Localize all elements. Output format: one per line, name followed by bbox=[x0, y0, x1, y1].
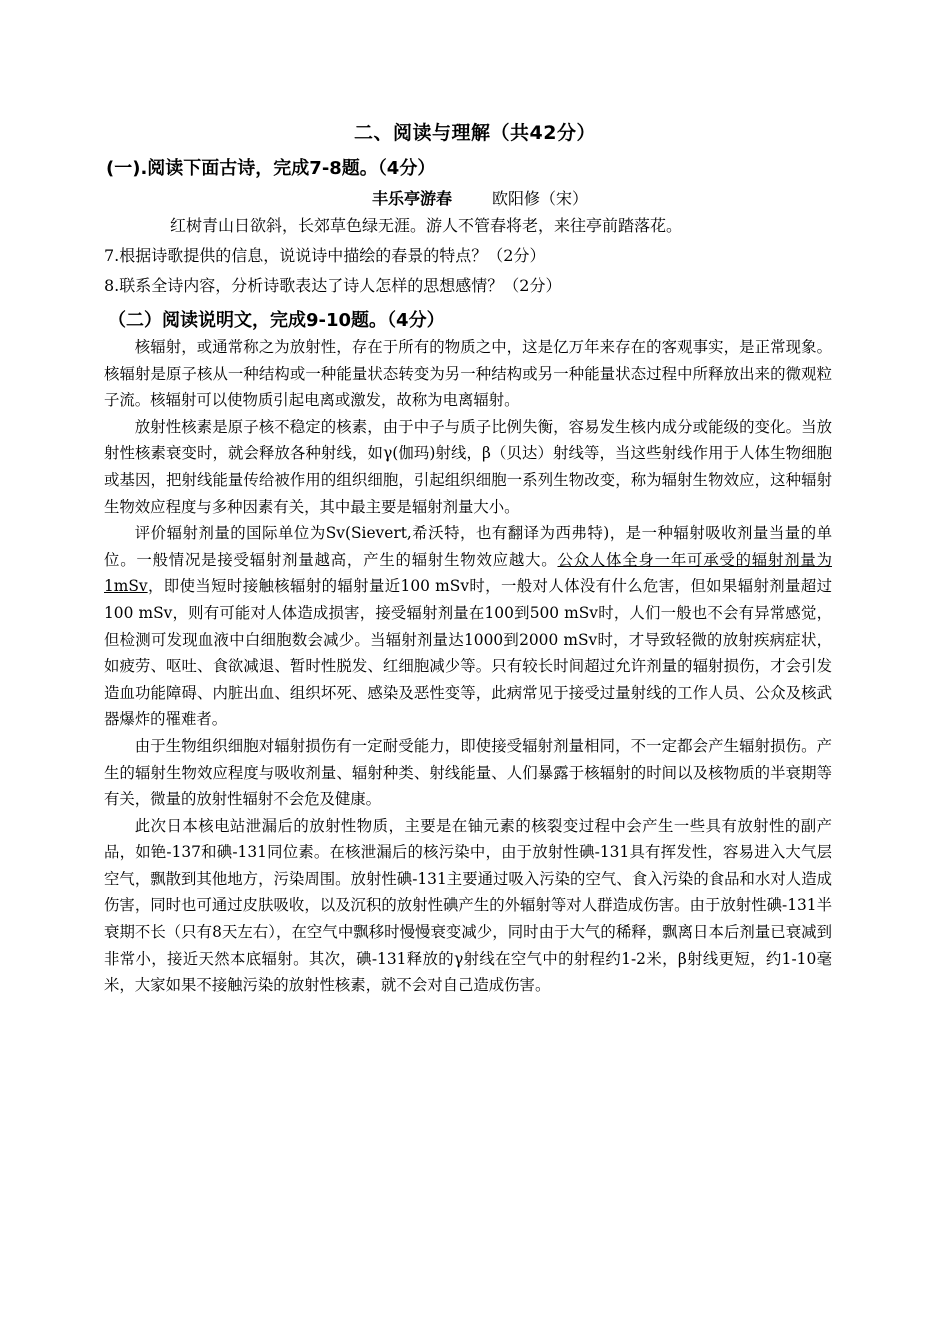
question-7: 7.根据诗歌提供的信息，说说诗中描绘的春景的特点？（2分） bbox=[104, 246, 546, 265]
paragraph-3 bbox=[104, 520, 832, 733]
question-8: 8.联系全诗内容，分析诗歌表达了诗人怎样的思想感情？（2分） bbox=[104, 276, 562, 295]
paragraph-5: 此次日本核电站泄漏后的放射性物质，主要是在铀元素的核裂变过程中会产生一些具有放射性的副产品，如铯-137和碘-131同位素。在核泄漏后的核污染中，由于放射性碘-131具有挥发性，容易进入大气层空气，飘散到其他地方，污染周围。放射性碘-131主要通过吸入污染的空气、食入污染的食品和水对人造成伤害，同时也可通过皮肤吸收，以及沉积的放射性碘产生的外辐射等对人群造成伤害。由于放射性碘-131半衰期不长（只有8天左右），在空气中飘移时慢慢衰变减少，同时由于大气的稀释，飘离日本后剂量已衰减到非常小，接近天然本底辐射。其次，碘-131释放的γ射线在空气中的射程约1-2米，β射线更短，约1-10毫米，大家如果不接触污染的放射性核素，就不会对自己造成伤害。 bbox=[104, 816, 832, 995]
poem-header bbox=[372, 186, 588, 209]
paragraph-3-start: 评价辐射剂量的国际单位为Sv(Sievert,希沃特，也有翻译为西弗特)，是一种辐射吸收剂量当量的单位。一般情况是接受辐射剂量越高，产生的辐射生物效应越大。 bbox=[104, 524, 832, 569]
underlined-sentence: 公众人体全身一年可承受的辐射剂量为1mSv bbox=[104, 550, 832, 596]
section-title: 二、阅读与理解（共42分） bbox=[354, 122, 596, 144]
article-body bbox=[104, 334, 832, 999]
paragraph-2: 放射性核素是原子核不稳定的核素，由于中子与质子比例失衡，容易发生核内成分或能级的变化。当放射性核素衰变时，就会释放各种射线，如γ(伽玛)射线，β（贝达）射线等，当这些射线作用于人体生物细胞或基因，把射线能量传给被作用的组织细胞，引起组织细胞一系列生物改变，称为辐射生物效应，这种辐射生物效应程度与多种因素有关，其中最主要是辐射剂量大小。 bbox=[104, 417, 832, 516]
poem-title: 丰乐亭游春 bbox=[372, 189, 453, 208]
paragraph-1: 核辐射，或通常称之为放射性，存在于所有的物质之中，这是亿万年来存在的客观事实，是正常现象。核辐射是原子核从一种结构或一种能量状态转变为另一种结构或另一种能量状态过程中所释放出来的微观粒子流。核辐射可以使物质引起电离或激发，故称为电离辐射。 bbox=[104, 338, 832, 410]
poem-author: 欧阳修（宋） bbox=[492, 189, 589, 208]
paragraph-3-end: ，即使当短时接触核辐射的辐射量近100 mSv时，一般对人体没有什么危害，但如果辐射剂量超过100 mSv，则有可能对人体造成损害，接受辐射剂量在100到500 mSv时，人们一般也不会有异常感觉，但检测可发现血液中白细胞数会减少。当辐射剂量达1000到2000 mSv时，才导致轻微的放射疾病症状，如疲劳、呕吐、食欲减退、暂时性脱发、红细胞减少等。只有较长时间超过允许剂量的辐射损伤，才会引发造血功能障碍、内脏出血、组织坏死、感染及恶性变等，此病常见于接受过量射线的工作人员、公众及核武器爆炸的罹难者。 bbox=[104, 577, 832, 729]
paragraph-4: 由于生物组织细胞对辐射损伤有一定耐受能力，即使接受辐射剂量相同，不一定都会产生辐射损伤。产生的辐射生物效应程度与吸收剂量、辐射种类、射线能量、人们暴露于核辐射的时间以及核物质的半衰期等有关，微量的放射性辐射不会危及健康。 bbox=[104, 736, 832, 809]
part2-heading: （二）阅读说明文，完成9-10题。（4分） bbox=[108, 310, 445, 331]
poem-text: 红树青山日欲斜，长郊草色绿无涯。游人不管春将老，来往亭前踏落花。 bbox=[170, 216, 683, 235]
part1-heading: (一).阅读下面古诗，完成7-8题。（4分） bbox=[106, 158, 436, 179]
